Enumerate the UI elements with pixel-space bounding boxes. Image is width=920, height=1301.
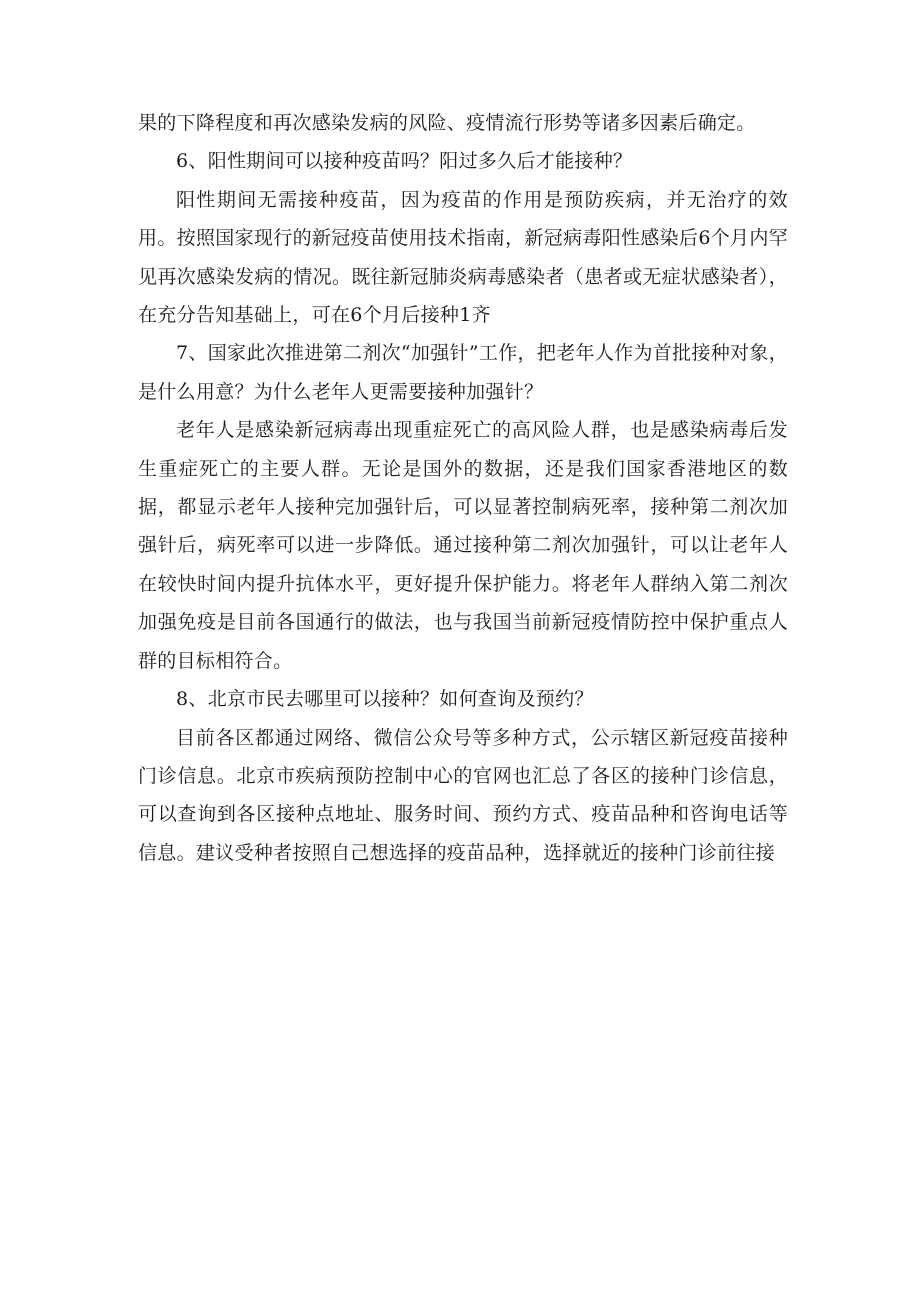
document-body — [138, 104, 788, 872]
paragraph-continuation: 果的下降程度和再次感染发病的风险、疫情流行形势等诸多因素后确定。 — [138, 112, 756, 134]
question-heading-8: 8、北京市民去哪里可以接种？如何查询及预约？ — [176, 688, 594, 711]
answer-paragraph-7: 老年人是感染新冠病毒出现重症死亡的高风险人群，也是感染病毒后发生重症死亡的主要人群。无论是国外的数据，还是我们国家香港地区的数据，都显示老年人接种完加强针后，可以显著控制病死率，接种第二剂次加强针后，病死率可以进一步降低。通过接种第二剂次加强针，可以让老年人在较快时间内提升抗体水平，更好提升保护能力。将老年人群纳入第二剂次加强免疫是目前各国通行的做法，也与我国当前新冠疫情防控中保护重点人群的目标相符合。 — [138, 419, 788, 672]
question-heading-7: 7、国家此次推进第二剂次“加强针”工作，把老年人作为首批接种对象，是什么用意？为什么老年人更需要接种加强针？ — [138, 342, 788, 403]
answer-paragraph-8: 目前各区都通过网络、微信公众号等多种方式，公示辖区新冠疫苗接种门诊信息。北京市疾病预防控制中心的官网也汇总了各区的接种门诊信息，可以查询到各区接种点地址、服务时间、预约方式、疫苗品种和咨询电话等信息。建议受种者按照自己想选择的疫苗品种，选择就近的接种门诊前往接 — [138, 726, 788, 864]
answer-paragraph-6: 阳性期间无需接种疫苗，因为疫苗的作用是预防疾病，并无治疗的效用。按照国家现行的新冠疫苗使用技术指南，新冠病毒阳性感染后6个月内罕见再次感染发病的情况。既往新冠肺炎病毒感染者（患者或无症状感染者），在充分告知基础上，可在6个月后接种1齐 — [138, 188, 788, 327]
question-heading-6: 6、阳性期间可以接种疫苗吗？阳过多久后才能接种？ — [176, 150, 633, 173]
